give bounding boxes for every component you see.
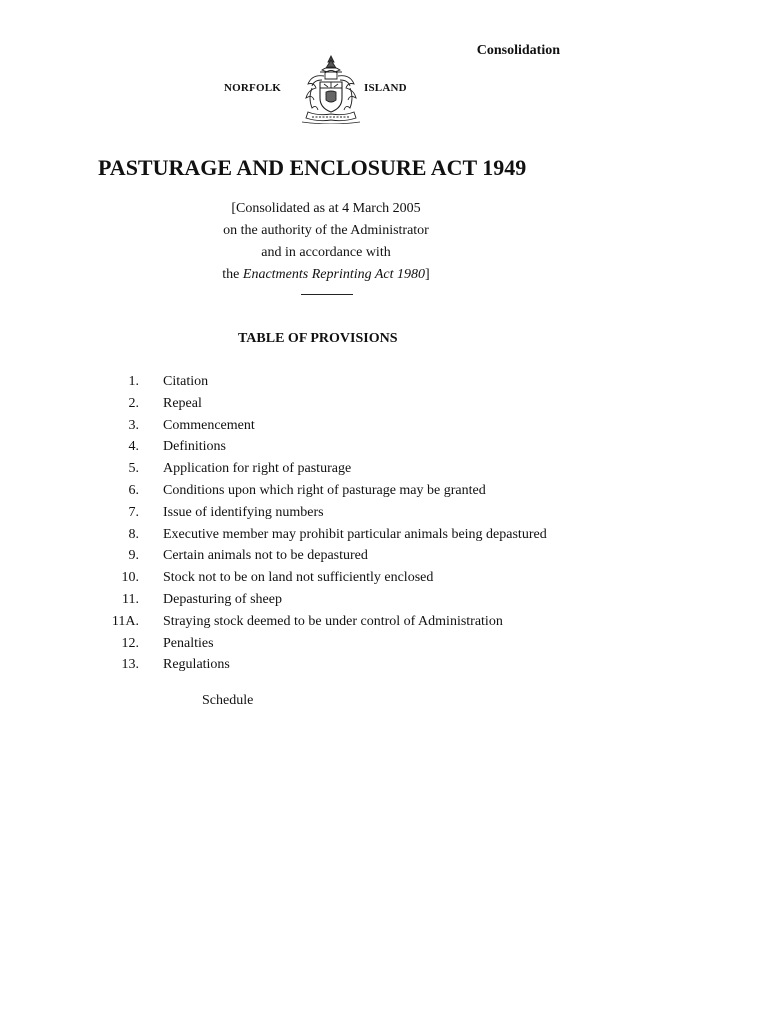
toc-item-text: Depasturing of sheep <box>163 591 282 607</box>
crest-left-word: NORFOLK <box>224 82 282 94</box>
consolidation-note-line-2: on the authority of the Administrator <box>223 223 429 238</box>
toc-item-text: Conditions upon which right of pasturage may be granted <box>163 482 486 498</box>
toc-item <box>95 545 560 567</box>
toc-item <box>95 480 560 502</box>
toc-item <box>95 436 560 458</box>
toc-item <box>95 589 560 611</box>
crest-right-word: ISLAND <box>364 82 407 94</box>
toc-item-number: 7. <box>128 504 139 520</box>
toc-item <box>95 611 560 633</box>
crest-header <box>0 54 770 124</box>
toc-item-number: 1. <box>128 374 139 389</box>
toc-schedule: Schedule <box>202 693 254 708</box>
act-title: PASTURAGE AND ENCLOSURE ACT 1949 <box>98 155 527 180</box>
toc-item-text: Citation <box>163 374 209 389</box>
toc-item-number: 4. <box>128 439 139 455</box>
consolidation-note <box>176 198 476 286</box>
toc-item-text: Straying stock deemed to be under control of Administration <box>163 613 503 629</box>
toc-item-text: Repeal <box>163 395 202 411</box>
consolidation-note-line-1: [Consolidated as at 4 March 2005 <box>231 201 421 216</box>
toc-item <box>95 458 560 480</box>
toc-item-number: 9. <box>128 548 139 564</box>
toc-item-text: Executive member may prohibit particular animals being depastured <box>163 526 547 542</box>
toc-item-text: Certain animals not to be depastured <box>163 548 368 564</box>
toc-item-number: 12. <box>121 635 139 651</box>
toc-item <box>95 654 560 676</box>
reprinting-act-citation: Enactments Reprinting Act 1980 <box>242 267 426 282</box>
toc-item <box>95 393 560 415</box>
consolidation-note-prefix: the <box>222 267 243 282</box>
toc-item <box>95 524 560 546</box>
toc-item-text: Commencement <box>163 417 255 433</box>
coat-of-arms-icon <box>298 54 364 124</box>
toc-item-number: 5. <box>128 461 139 477</box>
toc-item-text: Stock not to be on land not sufficiently enclosed <box>163 570 434 586</box>
toc-item-number: 6. <box>128 482 139 498</box>
consolidation-note-suffix: ] <box>425 267 430 282</box>
toc-item <box>95 502 560 524</box>
toc-item-text: Regulations <box>163 657 230 673</box>
consolidation-note-line-3: and in accordance with <box>261 245 391 260</box>
toc-item-text: Issue of identifying numbers <box>163 504 324 520</box>
toc-item <box>95 567 560 589</box>
toc-heading: TABLE OF PROVISIONS <box>238 331 398 346</box>
toc-item-number: 11A. <box>111 613 139 629</box>
toc-item-text: Penalties <box>163 635 214 651</box>
toc-item-number: 11. <box>122 591 139 607</box>
toc-item-number: 13. <box>121 657 139 673</box>
table-of-provisions <box>95 371 560 676</box>
toc-item-number: 2. <box>128 395 139 411</box>
toc-item-text: Definitions <box>163 439 226 455</box>
toc-item <box>95 415 560 437</box>
section-divider <box>301 294 353 295</box>
toc-item-number: 3. <box>128 417 139 433</box>
toc-item <box>95 371 560 393</box>
consolidation-label: Consolidation <box>476 43 560 58</box>
toc-item-number: 8. <box>128 526 139 542</box>
toc-item <box>95 633 560 655</box>
consolidation-note-line-4 <box>176 264 476 286</box>
toc-item-text: Application for right of pasturage <box>163 461 352 477</box>
toc-item-number: 10. <box>121 570 139 586</box>
